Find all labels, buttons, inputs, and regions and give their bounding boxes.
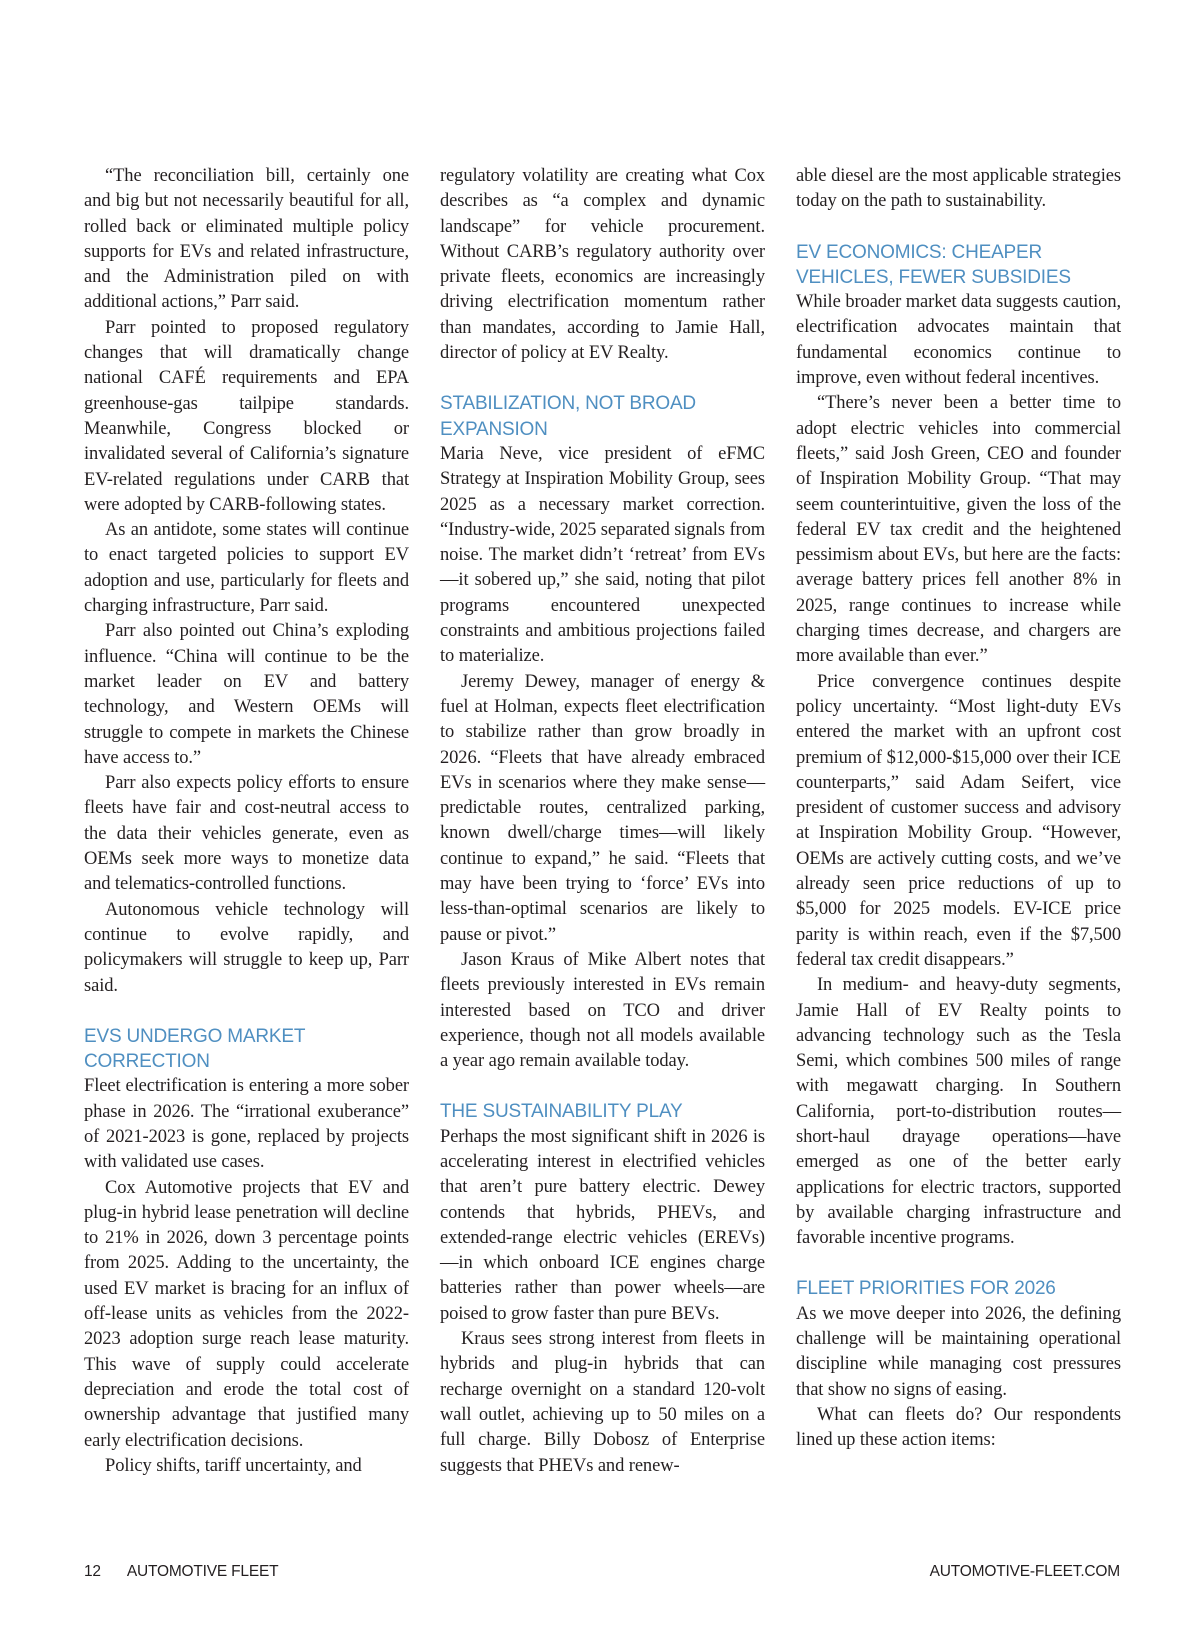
article-column-2 xyxy=(440,164,765,1479)
section-heading: THE SUSTAINABILITY PLAY xyxy=(440,1101,683,1123)
paragraph: Parr also pointed out China’s exploding influence. “China will continue to be the market leader on EV and battery technology, and Western OEMs will struggle to compete in markets the Chinese have access to.” xyxy=(84,621,409,768)
paragraph: Perhaps the most significant shift in 2026 is accelerating interest in electrified vehicles that aren’t pure battery electric. Dewey contends that hybrids, PHEVs, and extended-range electric vehicles (EREVs)—in which onboard ICE engines charge batteries rather than power wheels—are poised to grow faster than pure BEVs. xyxy=(440,1126,765,1324)
section-heading: STABILIZATION, NOT BROAD EXPANSION xyxy=(440,393,696,440)
paragraph: Fleet electrification is entering a more sober phase in 2026. The “irrational exuberance” of 2021-2023 is gone, replaced by projects with validated use cases. xyxy=(84,1076,409,1173)
paragraph: What can fleets do? Our respondents lined up these action items: xyxy=(796,1404,1121,1451)
paragraph: Price convergence continues despite policy uncertainty. “Most light-duty EVs entered the market with an upfront cost premium of $12,000-$15,000 over their ICE counterparts,” said Adam Seifert, vice president of customer success and advisory at Inspiration Mobility Group. “However, OEMs are actively cutting costs, and we’ve already seen price reductions of up to $5,000 for 2025 models. EV-ICE price parity is within reach, even if the $7,500 federal tax credit disappears.” xyxy=(796,671,1121,970)
paragraph: Jason Kraus of Mike Albert notes that fleets previously interested in EVs remain interested based on TCO and driver experience, though not all models available a year ago remain available today. xyxy=(440,949,765,1072)
publication-name: AUTOMOTIVE FLEET xyxy=(126,1563,279,1580)
paragraph: “The reconciliation bill, certainly one and big but not necessarily beautiful for all, rolled back or eliminated multiple policy supports for EVs and related infrastructure, and the Administration piled on with additional actions,” Parr said. xyxy=(84,166,409,313)
article-column-1 xyxy=(84,164,409,1479)
article-column-3 xyxy=(796,164,1121,1454)
paragraph: Parr pointed to proposed regulatory changes that will dramatically change national CAFÉ requirements and EPA greenhouse-gas tailpipe standards. Meanwhile, Congress blocked or invalidated several of California’s signature EV-related regulations under CARB that were adopted by CARB-following states. xyxy=(84,317,409,515)
paragraph: As an antidote, some states will continue to enact targeted policies to support EV adoption and use, particularly for fleets and charging infrastructure, Parr said. xyxy=(84,520,409,617)
paragraph: While broader market data suggests caution, electrification advocates maintain that fundamental economics continue to improve, even without federal incentives. xyxy=(796,292,1121,389)
website-url: AUTOMOTIVE-FLEET.COM xyxy=(929,1563,1120,1580)
paragraph: Jeremy Dewey, manager of energy & fuel at Holman, expects fleet electrification to stabilize rather than grow broadly in 2026. “Fleets that have already embraced EVs in scenarios where they make sense—predictable routes, centralized parking, known dwell/charge times—will likely continue to expand,” he said. “Fleets that may have been trying to ‘force’ EVs into less-than-optimal scenarios are likely to pause or pivot.” xyxy=(440,671,765,945)
paragraph: Autonomous vehicle technology will continue to evolve rapidly, and policymakers will struggle to keep up, Parr said. xyxy=(84,899,409,996)
paragraph: In medium- and heavy-duty segments, Jamie Hall of EV Realty points to advancing technology such as the Tesla Semi, which combines 500 miles of range with megawatt charging. In Southern California, port-to-distribution routes—short-haul drayage operations—have emerged as one of the better early applications for electric tractors, supported by available charging infrastructure and favorable incentive programs. xyxy=(796,975,1121,1249)
paragraph: Policy shifts, tariff uncertainty, and xyxy=(105,1455,362,1476)
page-number: 12 xyxy=(84,1563,101,1580)
paragraph: Cox Automotive projects that EV and plug-in hybrid lease penetration will decline to 21% in 2026, down 3 percentage points from 2025. Adding to the uncertainty, the used EV market is bracing for an influx of off-lease units as vehicles from the 2022-2023 adoption surge reach lease maturity. This wave of supply could accelerate depreciation and erode the total cost of ownership advantage that justified many early electrification decisions. xyxy=(84,1177,409,1451)
paragraph: Parr also expects policy efforts to ensure fleets have fair and cost-neutral access to the data their vehicles generate, even as OEMs seek more ways to monetize data and telematics-controlled functions. xyxy=(84,773,409,895)
paragraph: Kraus sees strong interest from fleets in hybrids and plug-in hybrids that can recharge overnight on a standard 120-volt wall outlet, achieving up to 50 miles on a full charge. Billy Dobosz of Enterprise suggests that PHEVs and renew- xyxy=(440,1329,765,1476)
paragraph: regulatory volatility are creating what Cox describes as “a complex and dynamic landscape” for vehicle procurement. Without CARB’s regulatory authority over private fleets, economics are increasingly driving electrification momentum rather than mandates, according to Jamie Hall, director of policy at EV Realty. xyxy=(440,166,765,364)
paragraph: “There’s never been a better time to adopt electric vehicles into commercial fleets,” said Josh Green, CEO and founder of Inspiration Mobility Group. “That may seem counterintuitive, given the loss of the federal EV tax credit and the heightened pessimism about EVs, but here are the facts: average battery prices fell another 8% in 2025, range continues to increase while charging times decrease, and chargers are more available than ever.” xyxy=(796,393,1121,667)
paragraph: Maria Neve, vice president of eFMC Strategy at Inspiration Mobility Group, sees 2025 as a necessary market correction. “Industry-wide, 2025 separated signals from noise. The market didn’t ‘retreat’ from EVs—it sobered up,” she said, noting that pilot programs encountered unexpected constraints and ambitious projections failed to materialize. xyxy=(440,443,766,667)
section-heading: FLEET PRIORITIES FOR 2026 xyxy=(796,1278,1056,1300)
section-heading: EV ECONOMICS: CHEAPER VEHICLES, FEWER SUBSIDIES xyxy=(796,241,1071,288)
paragraph: able diesel are the most applicable strategies today on the path to sustainability. xyxy=(796,166,1121,212)
paragraph: As we move deeper into 2026, the defining challenge will be maintaining operational discipline while managing cost pressures that show no signs of easing. xyxy=(796,1303,1121,1400)
section-heading: EVS UNDERGO MARKET CORRECTION xyxy=(84,1025,305,1073)
page-folio xyxy=(84,1563,278,1581)
